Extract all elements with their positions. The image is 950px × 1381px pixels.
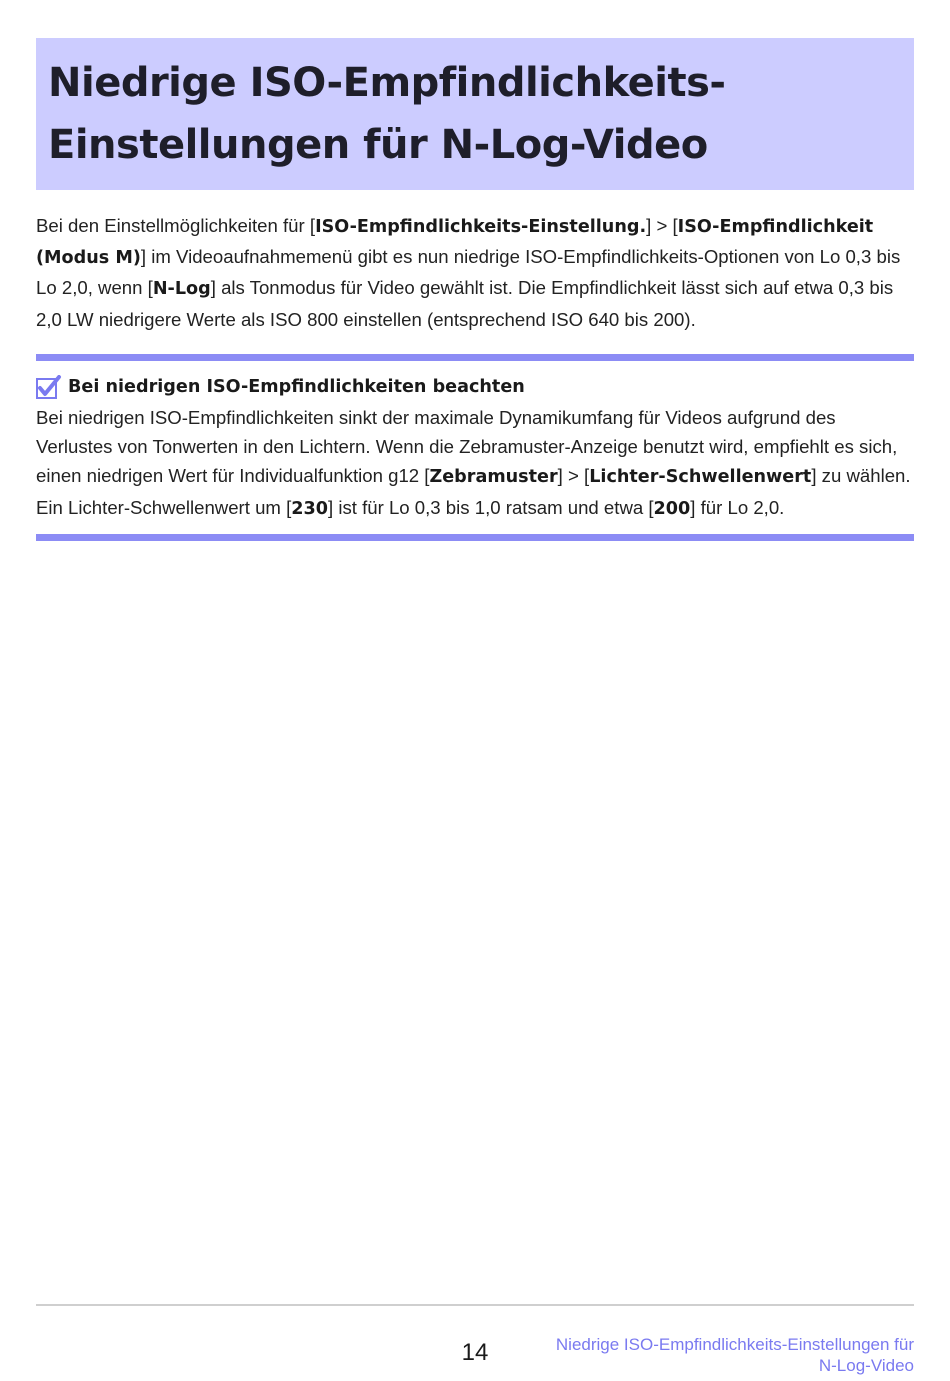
note-title: Bei niedrigen ISO-Empfindlichkeiten beachten: [68, 377, 525, 397]
menu-lichter-schwellenwert: Lichter-Schwellenwert: [589, 467, 812, 488]
note-text-2: ] > [: [557, 465, 590, 487]
checkmark-icon: [36, 375, 62, 399]
footer-title-line-2[interactable]: N-Log-Video: [818, 1356, 914, 1375]
note-text-5: ] für Lo 2,0.: [690, 496, 785, 518]
intro-text-2: ] > [: [646, 215, 678, 236]
note-heading: [36, 373, 525, 401]
page-number: 14: [461, 1339, 489, 1366]
footer-section-link[interactable]: [514, 1334, 914, 1376]
note-top-rule: [36, 354, 914, 361]
menu-iso-mode-m: ISO-Empfindlichkeit (Modus M): [36, 217, 874, 269]
note-text-3: ] zu wählen. Ein Lichter-Schwellenwert um [: [36, 465, 911, 518]
page-title-box: [36, 38, 914, 190]
value-230: 230: [291, 498, 328, 519]
footer-divider: [36, 1304, 914, 1306]
note-bottom-rule: [36, 534, 914, 541]
intro-text-1: Bei den Einstellmöglichkeiten für [: [36, 215, 316, 236]
page-title-line-2: Einstellungen für N-Log-Video: [48, 122, 708, 168]
note-text-4: ] ist für Lo 0,3 bis 1,0 ratsam und etwa [: [327, 496, 654, 518]
note-paragraph: [36, 403, 916, 524]
menu-iso-setting: ISO-Empfindlichkeits-Einstellung.: [315, 217, 647, 237]
intro-text-4: ] als Tonmodus für Video gewählt ist. Die Empfindlichkeit lässt sich auf etwa 0,3 bis 2,0 LW niedrigere Werte als ISO 800 einstellen (entsprechend ISO 640 bis 200).: [36, 277, 894, 330]
footer-title-line-1[interactable]: Niedrige ISO-Empfindlichkeits-Einstellungen für: [555, 1335, 914, 1354]
value-200: 200: [653, 498, 691, 519]
page-title-line-1: Niedrige ISO-Empfindlichkeits-: [48, 60, 726, 106]
intro-paragraph: [36, 211, 916, 334]
note-text-1: Bei niedrigen ISO-Empfindlichkeiten sinkt der maximale Dynamikumfang für Videos aufgrund des Verlustes von Tonwerten in den Lichtern. Wenn die Zebramuster-Anzeige benutzt wird, empfiehlt es sich, einen niedrigen Wert für Individualfunktion g12 [: [36, 407, 898, 487]
menu-zebramuster: Zebramuster: [429, 467, 558, 488]
intro-text-3: ] im Videoaufnahmemenü gibt es nun niedrige ISO-Empfindlichkeits-Optionen von Lo 0,3 bis Lo 2,0, wenn [: [36, 246, 901, 299]
tone-mode-nlog: N-Log: [152, 279, 211, 300]
